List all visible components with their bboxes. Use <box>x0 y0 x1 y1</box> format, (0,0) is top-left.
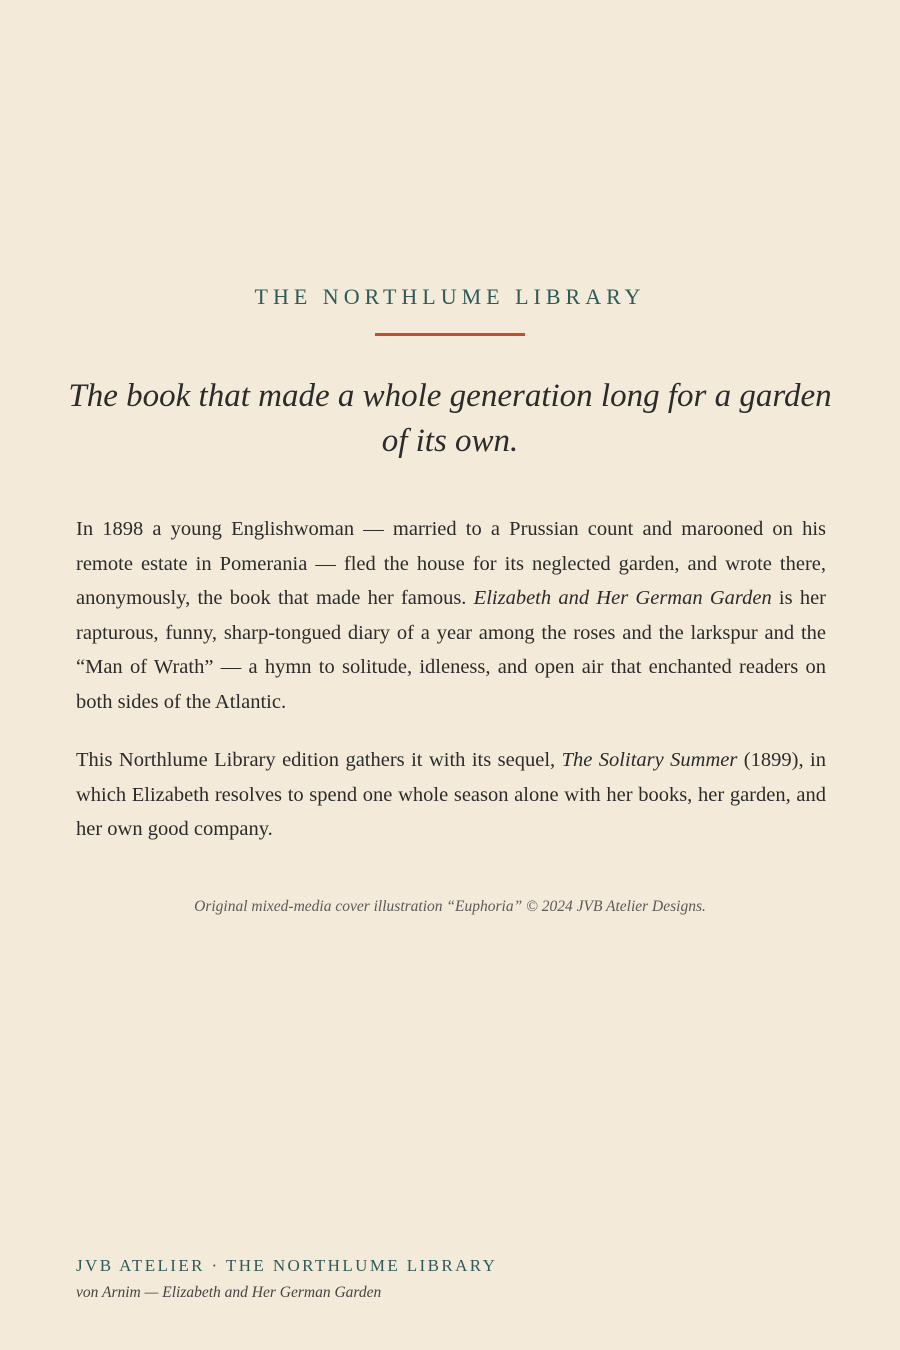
description-paragraph-2 <box>76 743 826 847</box>
book-title-solitary-summer: The Solitary Summer <box>561 749 738 771</box>
paragraph-2-text-b: (1899), in which Elizabeth resolves to spend one whole season alone with her books, her garden, and her own good company. <box>76 749 826 840</box>
footer-imprint: JVB ATELIER · THE NORTHLUME LIBRARY <box>76 1256 498 1275</box>
book-title-elizabeth: Elizabeth and Her German Garden <box>473 587 772 609</box>
paragraph-1-text-a: In 1898 a young Englishwoman — married to a Prussian count and marooned on his remote estate in Pomerania — fled the house for its neglected garden, and wrote there, anonymously, the book that made her famous. <box>76 518 826 609</box>
footer-book-line: von Arnim — Elizabeth and Her German Garden <box>76 1284 382 1301</box>
divider-rule <box>375 333 525 336</box>
illustration-credit: Original mixed-media cover illustration “Euphoria” © 2024 JVB Atelier Designs. <box>194 898 706 915</box>
series-heading: THE NORTHLUME LIBRARY <box>254 284 646 309</box>
description-paragraph-1 <box>76 512 826 719</box>
paragraph-1-text-b: is her rapturous, funny, sharp-tongued diary of a year among the roses and the larkspur and the “Man of Wrath” — a hymn to solitude, idleness, and open air that enchanted readers on both sides of the Atlantic. <box>76 587 827 713</box>
paragraph-2-text-a: This Northlume Library edition gathers it with its sequel, <box>76 749 562 771</box>
tagline: The book that made a whole generation long for a garden of its own. <box>68 378 832 459</box>
